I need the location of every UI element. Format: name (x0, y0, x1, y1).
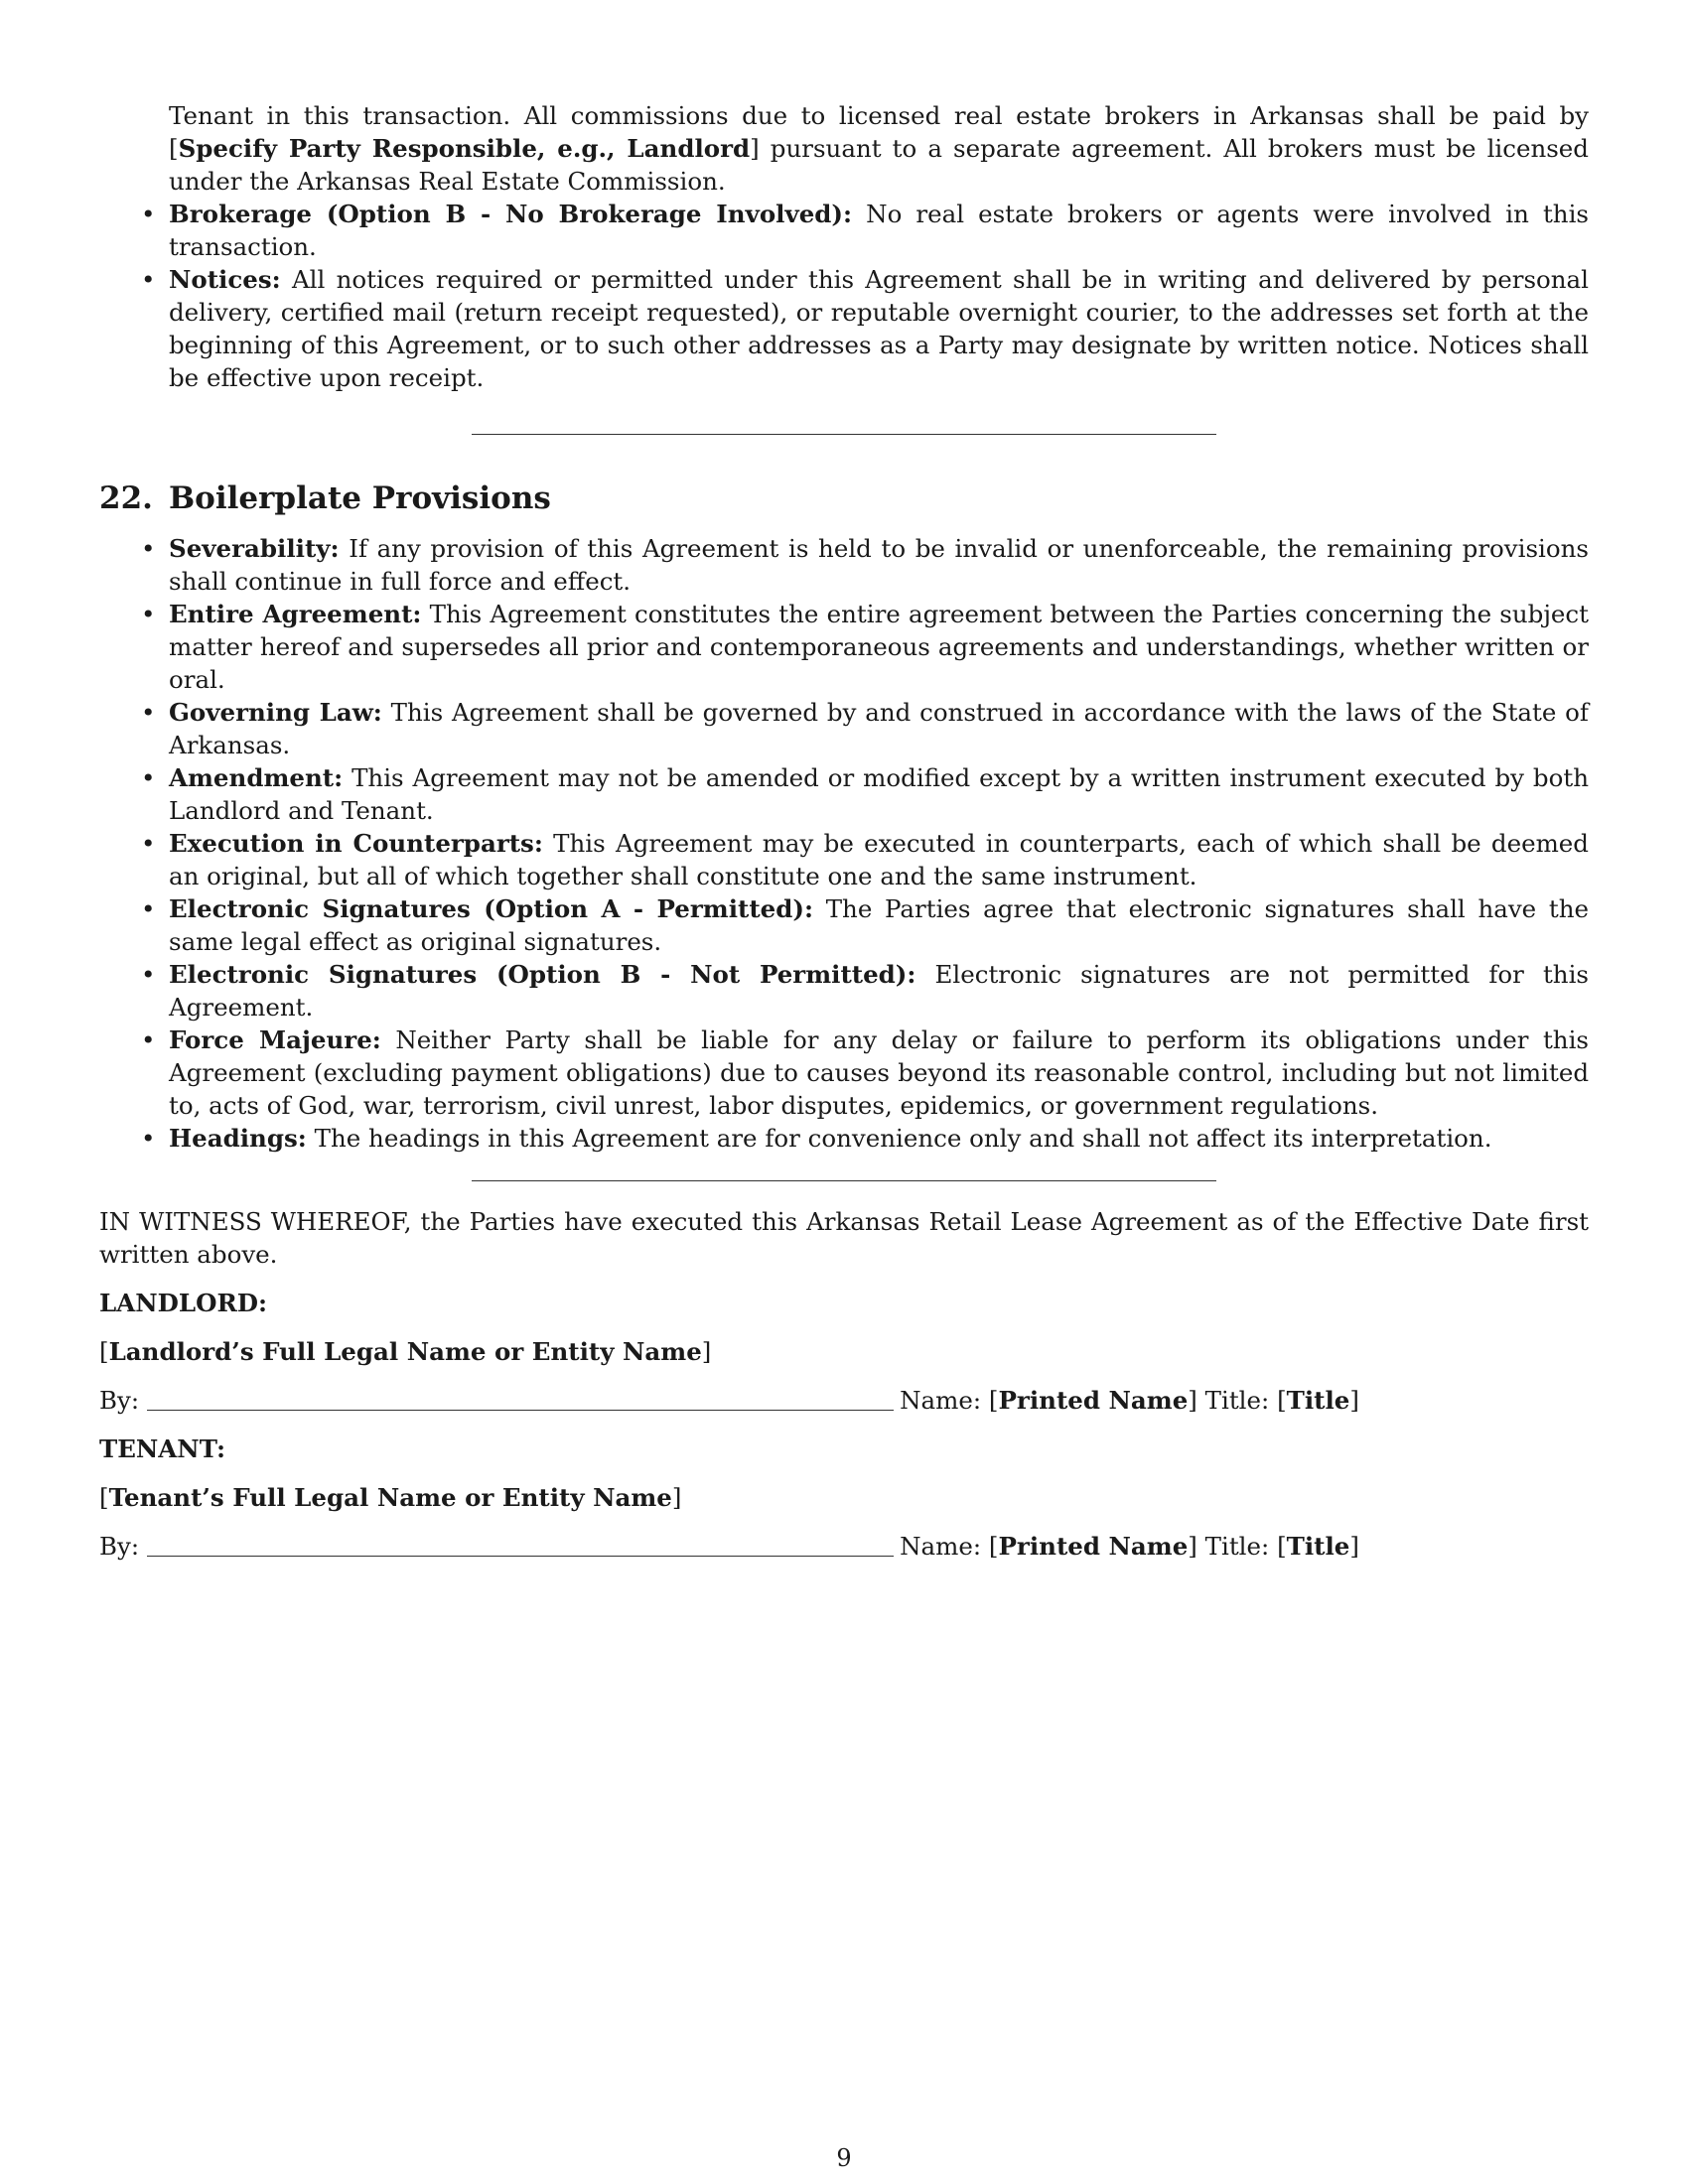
list-item: • Entire Agreement: This Agreement constitutes the entire agreement between the Parties concerning the subject matter hereof and supersedes all prior and contemporaneous agreements and understandings, whether written or oral. (99, 598, 1589, 696)
list-item: • Electronic Signatures (Option A - Permitted): The Parties agree that electronic signatures shall have the same legal effect as original signatures. (99, 892, 1589, 958)
top-list (99, 198, 1589, 394)
witness-paragraph: IN WITNESS WHEREOF, the Parties have executed this Arkansas Retail Lease Agreement as of the Effective Date first written above. (99, 1207, 1589, 1269)
tenant-entity: [Tenant’s Full Legal Name or Entity Name] (99, 1483, 682, 1512)
list-item: • Notices: All notices required or permitted under this Agreement shall be in writing and delivered by personal delivery, certified mail (return receipt requested), or reputable overnight courier, to the addresses set forth at the beginning of this Agreement, or to such other addresses as a Party may designate by written notice. Notices shall be effective upon receipt. (99, 263, 1589, 394)
document-page (99, 99, 1589, 1563)
landlord-signature-row: By: Name: [Printed Name] Title: [Title] (99, 1386, 1359, 1415)
boilerplate-list (99, 532, 1589, 1155)
list-item: • Electronic Signatures (Option B - Not Permitted): Electronic signatures are not permitted for this Agreement. (99, 958, 1589, 1024)
section-heading: 22. Boilerplate Provisions (99, 480, 551, 516)
list-item: • Governing Law: This Agreement shall be governed by and construed in accordance with the laws of the State of Arkansas. (99, 696, 1589, 761)
brokerage-continuation: Tenant in this transaction. All commissions due to licensed real estate brokers in Arkansas shall be paid by [Specify Party Responsible, e.g., Landlord] pursuant to a separate agreement. All brokers must be licensed under the Arkansas Real Estate Commission. (169, 101, 1589, 196)
tenant-heading: TENANT: (99, 1434, 226, 1463)
list-item: • Headings: The headings in this Agreement are for convenience only and shall not affect its interpretation. (99, 1122, 1589, 1155)
list-item: • Force Majeure: Neither Party shall be liable for any delay or failure to perform its obligations under this Agreement (excluding payment obligations) due to causes beyond its reasonable control, including but not limited to, acts of God, war, terrorism, civil unrest, labor disputes, epidemics, or government regulations. (99, 1024, 1589, 1122)
list-item: • Severability: If any provision of this Agreement is held to be invalid or unenforceable, the remaining provisions shall continue in full force and effect. (99, 532, 1589, 598)
landlord-heading: LANDLORD: (99, 1289, 268, 1317)
page-number: 9 (836, 2144, 852, 2172)
list-item: • Execution in Counterparts: This Agreement may be executed in counterparts, each of which shall be deemed an original, but all of which together shall constitute one and the same instrument. (99, 827, 1589, 892)
responsible-party-placeholder: Specify Party Responsible, e.g., Landlord (178, 134, 751, 163)
list-item: • Amendment: This Agreement may not be amended or modified except by a written instrument executed by both Landlord and Tenant. (99, 761, 1589, 827)
tenant-signature-line[interactable] (147, 1532, 894, 1557)
landlord-entity: [Landlord’s Full Legal Name or Entity Name] (99, 1337, 712, 1366)
landlord-signature-line[interactable] (147, 1386, 894, 1411)
tenant-signature-row: By: Name: [Printed Name] Title: [Title] (99, 1532, 1359, 1561)
list-item: • Brokerage (Option B - No Brokerage Involved): No real estate brokers or agents were involved in this transaction. (99, 198, 1589, 263)
